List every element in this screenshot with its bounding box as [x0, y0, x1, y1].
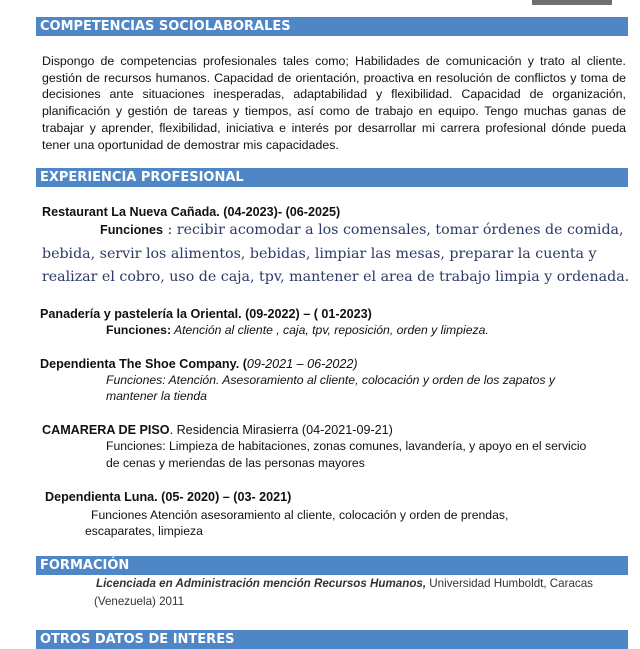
functions-text: : recibir acomodar a los comensales, tomar órdenes de comida, bebida, servir los alimentos, bebidas, limpiar las mesas, preparar la cuenta y realizar el cobro, uso de caja, tpv, mantener el area de trabajo limpia y ordenada.	[42, 222, 630, 285]
education-location: (Venezuela) 2011	[94, 595, 185, 608]
section-formacion	[36, 556, 628, 575]
functions-text: Funciones: Atención. Asesoramiento al cliente, colocación y orden de los zapatos y	[106, 373, 555, 387]
job-functions-luna-2: escaparates, limpieza	[85, 524, 203, 538]
job-functions-nueva-canada	[42, 219, 632, 290]
title-rest: . Residencia Mirasierra (04-2021-09-21)	[169, 423, 393, 437]
job-title-luna: Dependienta Luna. (05- 2020) – (03- 2021)	[45, 490, 292, 504]
job-functions-oriental	[106, 323, 489, 337]
section-title: EXPERIENCIA PROFESIONAL	[40, 170, 244, 185]
section-title: FORMACIÓN	[40, 558, 130, 573]
photo-edge	[532, 0, 612, 5]
section-competencias	[36, 17, 628, 36]
job-functions-shoe-company-1	[106, 373, 555, 387]
job-title-oriental: Panadería y pastelería la Oriental. (09-2022) – ( 01-2023)	[40, 307, 372, 321]
title-bold: CAMARERA DE PISO	[42, 423, 170, 437]
job-functions-shoe-company-2	[106, 389, 207, 403]
title-dates: 09-2021 – 06-2022)	[246, 357, 358, 371]
functions-text: mantener la tienda	[106, 389, 207, 403]
education-degree-line	[96, 577, 593, 590]
institution: Universidad Humboldt, Caracas	[426, 577, 593, 590]
functions-label: Funciones:	[106, 323, 172, 337]
job-title-mirasierra	[42, 423, 393, 437]
functions-text: Atención al cliente , caja, tpv, reposición, orden y limpieza.	[171, 323, 489, 337]
functions-label: Funciones	[100, 223, 163, 237]
job-functions-luna-1: Funciones Atención asesoramiento al cliente, colocación y orden de prendas,	[91, 508, 509, 522]
section-experiencia	[36, 168, 628, 187]
job-title-shoe-company	[40, 357, 358, 371]
section-title: OTROS DATOS DE INTERES	[40, 632, 235, 647]
competencias-paragraph: Dispongo de competencias profesionales tales como; Habilidades de comunicación y trato al cliente. gestión de recursos humanos. Capacidad de orientación, proactiva en resolución de conflictos y toma de decisiones ante situaciones inesperadas, adaptabilidad y flexibilidad. Capacidad de organización, planificación y gestión de tareas y tiempos, así como de trabajo en equipo. Tengo muchas ganas de trabajar y aprender, flexibilidad, iniciativa e interés por desarrollar mi carrera profesional dónde pueda tener una oportunidad de demostrar mis capacidades.	[42, 54, 626, 152]
job-functions-mirasierra-2: de cenas y meriendas de las personas mayores	[106, 456, 365, 470]
job-functions-mirasierra-1: Funciones: Limpieza de habitaciones, zonas comunes, lavandería, y apoyo en el servicio	[106, 439, 587, 453]
section-title: COMPETENCIAS SOCIOLABORALES	[40, 19, 291, 34]
title-bold: Dependienta The Shoe Company. (	[40, 357, 247, 371]
degree: Licenciada en Administración mención Recursos Humanos,	[96, 577, 427, 590]
job-title-nueva-canada: Restaurant La Nueva Cañada. (04-2023)- (06-2025)	[42, 205, 341, 219]
